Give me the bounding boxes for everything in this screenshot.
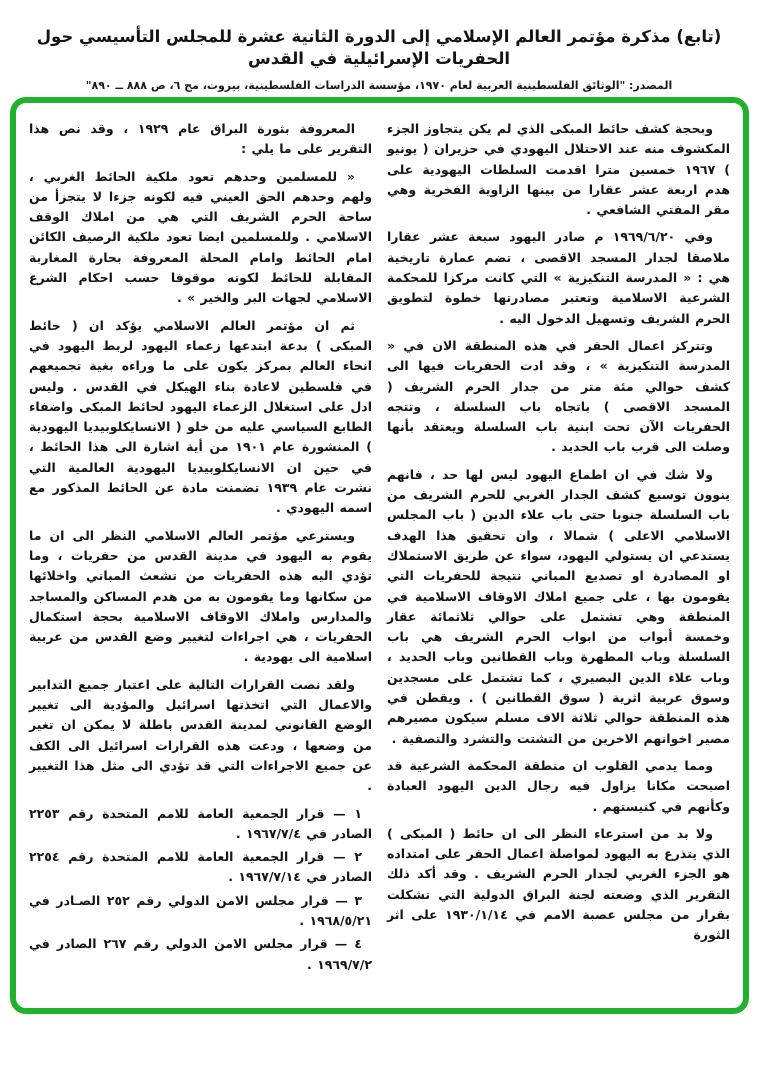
green-border-frame xyxy=(10,97,749,1014)
paragraph: وتتركز اعمال الحفر في هذه المنطقة الان في « المدرسة التنكيزية » ، وقد ادت الحفريات فيها الى كشف حوالي مئة متر من جدار الحرم الشريف ( المسجد الاقصى ) باتجاه باب السلسلة ، وتتجه الحفريات الآن تحت ابنية باب السلسلة ويعتقد بأنها وصلت الى قرب باب الحديد . xyxy=(387,337,730,455)
paragraph: « للمسلمين وحدهم تعود ملكية الحائط الغربي ، ولهم وحدهم الحق العيني فيه لكونه جزءا لا يتجزأ من ساحة الحرم الشريف التي هي من املاك الوقف الاسلامي . وللمسلمين ايضا تعود ملكية الرصيف الكائن امام الحائط وامام المحلة المعروفة بحارة المغاربة المقابلة للحائط لكونه موقوفا حسب احكام الشرع الاسلامي لجهات البر والخير » . xyxy=(29,168,372,306)
resolution-item: ٤ — قرار مجلس الامن الدولي رقم ٢٦٧ الصادر في ١٩٦٩/٧/٢ . xyxy=(29,936,372,972)
source-citation: المصدر: "الوثائق الفلسطينية العربية لعام ١٩٧٠، مؤسسة الدراسات الفلسطينية، بيروت، مج ٦، ص ٨٨٨ ــ ٨٩٠" xyxy=(85,78,673,92)
page-title: (تابع) مذكرة مؤتمر العالم الإسلامي إلى الدورة الثانية عشرة للمجلس التأسيسي حول الحفريات الإسرائيلية في القدس xyxy=(36,27,722,69)
paragraph: ولقد نصت القرارات التالية على اعتبار جميع التدابير والاعمال التي اتخذتها اسرائيل والمؤدية الى تغيير الوضع القانوني لمدينة القدس باطلة لا يمكن ان تغير من وضعها ، ودعت هذه القرارات اسرائيل الى الكف عن جميع الاجراءات التي قد تؤدي الى مثل هذا التغيير . xyxy=(29,676,372,794)
paragraph: ويسترعي مؤتمر العالم الاسلامي النظر الى ان ما يقوم به اليهود في مدينة القدس من حفريات ، وما تؤدي اليه هذه الحفريات من تشعث المباني واخلائها من سكانها وما يقومون به من هدم المساكن والمساجد والمدارس واملاك الاوقاف الاسلامية بحجة استكمال الحفريات ، هي اجراءات لتغيير وضع القدس من عربية اسلامية الى يهودية . xyxy=(29,527,372,665)
resolution-item: ٢ — قرار الجمعية العامة للامم المتحدة رقم ٢٢٥٤ الصادر في ١٩٦٧/٧/١٤ . xyxy=(29,849,372,885)
paragraph: المعروفة بثورة البراق عام ١٩٢٩ ، وقد نص هذا التقرير على ما يلي : xyxy=(29,121,372,157)
two-column-text-area xyxy=(16,103,743,1008)
resolution-item: ١ — قرار الجمعية العامة للامم المتحدة رقم ٢٢٥٣ الصادر في ١٩٦٧/٧/٤ . xyxy=(29,805,372,841)
document-header xyxy=(0,0,758,92)
paragraph: ومما يدمي القلوب ان منطقة المحكمة الشرعية قد اصبحت مكانا يزاول فيه رجال الدين اليهود العبادة وكأنهم في كنيستهم . xyxy=(387,757,730,814)
paragraph: وفي ١٩٦٩/٦/٢٠ م صادر اليهود سبعة عشر عقارا ملاصقا لجدار المسجد الاقصى ، تضم عمارة تاريخية هي : « المدرسة التنكيزية » التي كانت مركزا للمحكمة الشرعية الاسلامية وتعتبر مصادرتها خطوة لتطويق الحرم الشريف وتسهيل الدخول اليه . xyxy=(387,229,730,326)
text-column-right xyxy=(387,119,730,998)
paragraph: ولا شك في ان اطماع اليهود ليس لها حد ، فانهم ينوون توسيع كشف الجدار الغربي للحرم الشريف من باب السلسلة جنوبا حتى باب علاء الدين ( باب المجلس الاسلامي الاعلى ) شمالا ، وان تحقيق هذا الهدف يستدعي ان يستولي اليهود، سواء عن طريق الاستملاك او المصادرة او تصديع المباني نتيجة للحفريات التي يقومون بها ، على جميع املاك الاوقاف الاسلامية في المنطقة وهي تشتمل على حوالي ثلاثمائة عقار وخمسة أبواب من ابواب الحرم الشريف هي باب السلسلة وباب المطهرة وباب القطانين وباب الحديد ، وباب علاء الدين البصيري ، كما تشتمل على مسجدين وسوق عربية اثرية ( سوق القطانين ) . ويقطن في هذه المنطقة حوالي ثلاثة الاف مسلم سيكون مصيرهم مصير اخوانهم الاخرين من التشتت والتشرد والتصفية . xyxy=(387,466,730,746)
resolution-item: ٣ — قرار مجلس الامن الدولي رقم ٢٥٢ الصـادر في ١٩٦٨/٥/٢١ . xyxy=(29,892,372,928)
paragraph: وبحجة كشف حائط المبكى الذي لم يكن يتجاوز الجزء المكشوف منه عند الاحتلال اليهودي في حزيران ( يونيو ) ١٩٦٧ خمسين مترا اقدمت السلطات اليهودية على هدم اربعة عشر عقارا من بينها الزاوية الفخرية وهي مقر المفتي الشافعي . xyxy=(387,121,730,218)
paragraph: ثم ان مؤتمر العالم الاسلامي يؤكد ان ( حائط المبكى ) بدعة ابتدعها زعماء اليهود لربط اليهود في انحاء العالم بمركز يكون على ما وراءه بغية تجميعهم في فلسطين لاعادة بناء الهيكل في القدس . وليس ادل على استغلال الزعماء اليهود لحائط المبكى واضفاء الطابع السياسي عليه من خلو ( الانسايكلوبيديا اليهودية ) المنشورة عام ١٩٠١ من أية اشارة الى هذا الحائط ، في حين ان الانسايكلوبيديا اليهودية العالمية التي نشرت عام ١٩٣٩ تضمنت مادة عن الحائط المذكور مع اسمه اليهودي . xyxy=(29,317,372,516)
text-column-left xyxy=(29,119,372,998)
paragraph: ولا بد من استرعاء النظر الى ان حائط ( المبكى ) الذي يتذرع به اليهود لمواصلة اعمال الحفر على امتداده هو الجزء الغربي لجدار الحرم الشريف . وقد أكد ذلك التقرير الذي وضعته لجنة البراق الدولية التي تشكلت بقرار من مجلس عصبة الامم في ١٩٣٠/١/١٤ على اثر الثورة xyxy=(387,825,730,943)
